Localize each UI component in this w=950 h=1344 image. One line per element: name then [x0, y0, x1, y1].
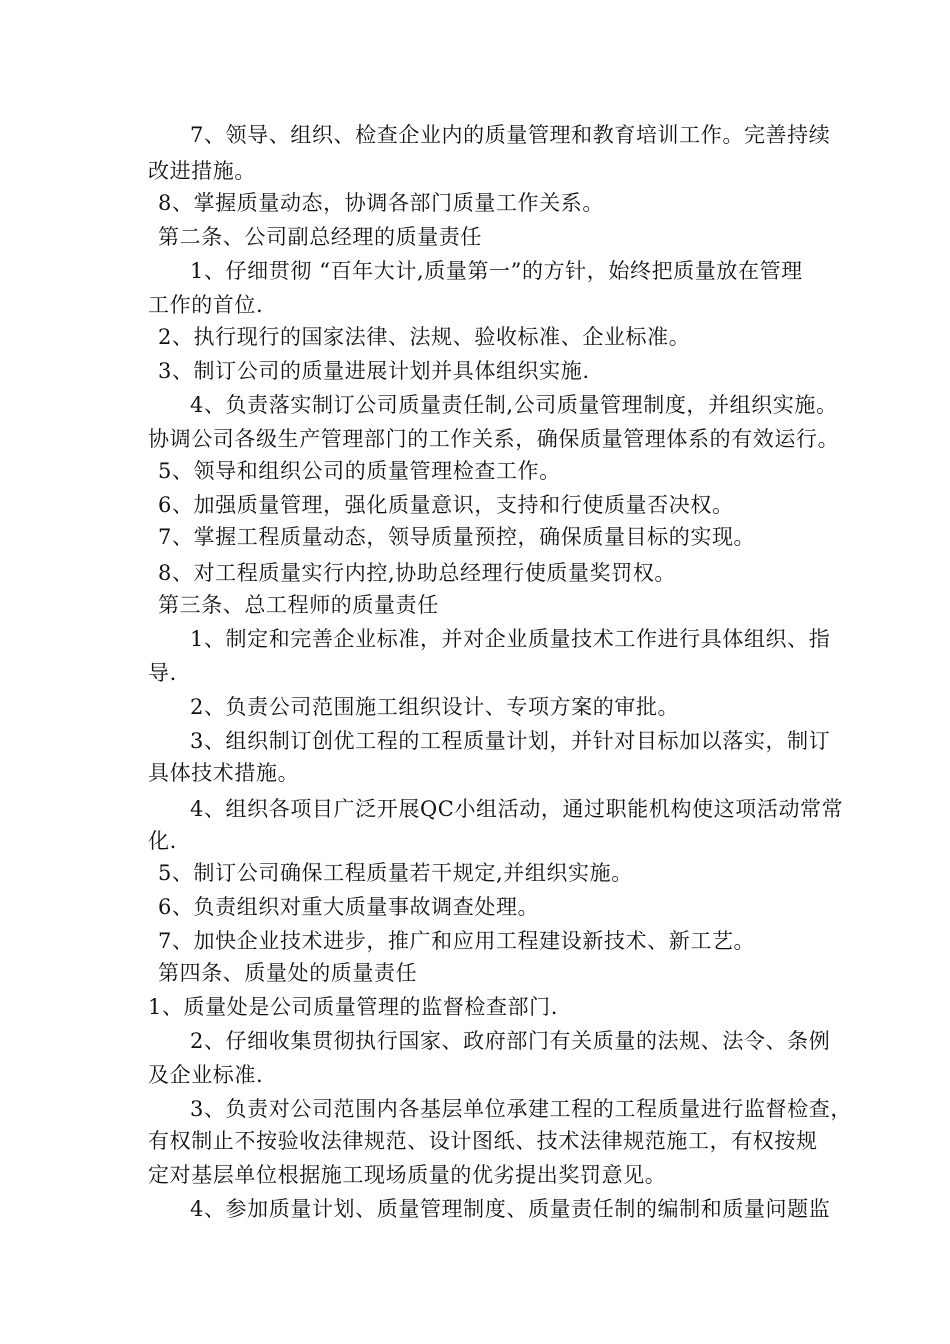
text-line: 及企业标准.: [148, 1063, 264, 1087]
text-line: 化.: [148, 829, 177, 853]
section-heading: 第三条、总工程师的质量责任: [158, 593, 439, 617]
text-line: 8、掌握质量动态，协调各部门质量工作关系。: [158, 191, 604, 215]
text-line: 1、制定和完善企业标准，并对企业质量技术工作进行具体组织、指: [190, 627, 831, 651]
text-line: 2、执行现行的国家法律、法规、验收标准、企业标准。: [158, 325, 691, 349]
text-line: 6、加强质量管理，强化质量意识，支持和行使质量否决权。: [158, 493, 734, 517]
text-line: 7、领导、组织、检查企业内的质量管理和教育培训工作。完善持续: [190, 123, 831, 147]
text-line: 改进措施。: [148, 159, 256, 183]
text-line: 5、领导和组织公司的质量管理检查工作。: [158, 459, 561, 483]
text-line: 具体技术措施。: [148, 761, 300, 785]
text-line: 工作的首位.: [148, 293, 264, 317]
text-line: 4、负责落实制订公司质量责任制,公司质量管理制度，并组织实施。: [190, 393, 838, 417]
text-line: 6、负责组织对重大质量事故调查处理。: [158, 895, 540, 919]
text-line: 3、组织制订创优工程的工程质量计划，并针对目标加以落实，制订: [190, 729, 831, 753]
section-heading: 第二条、公司副总经理的质量责任: [158, 225, 482, 249]
text-line: 5、制订公司确保工程质量若干规定,并组织实施。: [158, 861, 633, 885]
text-line: 1、质量处是公司质量管理的监督检查部门.: [148, 995, 559, 1019]
text-line: 7、掌握工程质量动态，领导质量预控，确保质量目标的实现。: [158, 525, 756, 549]
text-line: 4、组织各项目广泛开展QC小组活动，通过职能机构使这项活动常常: [190, 797, 844, 821]
text-line: 有权制止不按验收法律规范、设计图纸、技术法律规范施工，有权按规: [148, 1129, 818, 1153]
section-heading: 第四条、质量处的质量责任: [158, 961, 418, 985]
text-line: 定对基层单位根据施工现场质量的优劣提出奖罚意见。: [148, 1163, 667, 1187]
text-line: 协调公司各级生产管理部门的工作关系，确保质量管理体系的有效运行。: [148, 427, 840, 451]
text-line: 3、负责对公司范围内各基层单位承建工程的工程质量进行监督检查，: [190, 1097, 852, 1121]
text-line: 4、参加质量计划、质量管理制度、质量责任制的编制和质量问题监: [190, 1197, 831, 1221]
text-line: 2、负责公司范围施工组织设计、专项方案的审批。: [190, 695, 680, 719]
text-line: 7、加快企业技术进步，推广和应用工程建设新技术、新工艺。: [158, 929, 756, 953]
text-line: 1、仔细贯彻 “百年大计,质量第一”的方针，始终把质量放在管理: [190, 259, 803, 283]
text-line: 2、仔细收集贯彻执行国家、政府部门有关质量的法规、法令、条例: [190, 1029, 831, 1053]
text-line: 8、对工程质量实行内控,协助总经理行使质量奖罚权。: [158, 561, 677, 585]
text-line: 3、制订公司的质量进展计划并具体组织实施.: [158, 359, 590, 383]
text-line: 导.: [148, 661, 177, 685]
